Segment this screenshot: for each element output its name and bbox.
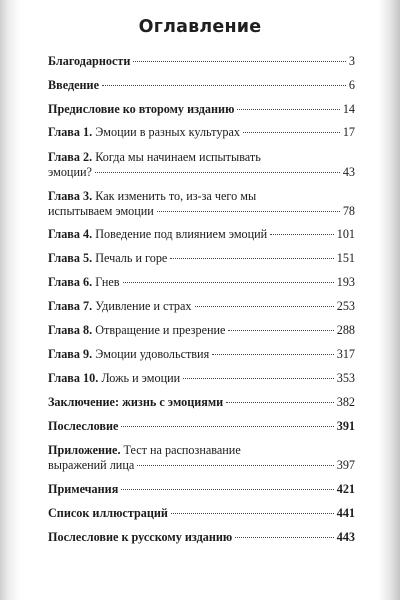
entry-text-continued: выражений лица (48, 458, 135, 472)
page-number: 397 (336, 458, 355, 472)
page-shadow-right (378, 0, 400, 600)
leader-dots (157, 211, 340, 212)
leader-dots (270, 234, 334, 235)
entry-text: Отвращение и презрение (95, 323, 226, 337)
page-number: 78 (342, 204, 355, 218)
entry-text: Эмоции удовольствия (95, 347, 210, 361)
leader-dots (123, 282, 334, 283)
entry-label: Глава 8. (48, 323, 93, 337)
toc-entry-notes (48, 482, 355, 497)
page-shadow-left (0, 0, 20, 600)
toc-entry-chapter-1 (48, 125, 355, 140)
entry-text: Тест на распознавание (123, 443, 241, 457)
leader-dots (121, 489, 333, 490)
leader-dots (183, 378, 334, 379)
entry-label: Введение (48, 78, 99, 92)
page-number: 17 (342, 125, 355, 139)
leader-dots (137, 465, 333, 466)
leader-dots (170, 258, 333, 259)
entry-text: Когда мы начинаем испытывать (95, 150, 261, 164)
leader-dots (102, 85, 346, 86)
page-number: 43 (342, 165, 355, 179)
page-number: 353 (336, 371, 355, 385)
entry-label: Глава 5. (48, 251, 93, 265)
toc-entry-appendix (48, 443, 355, 473)
leader-dots (95, 172, 340, 173)
entry-label: Заключение: жизнь с эмоциями (48, 395, 224, 409)
entry-label: Благодарности (48, 54, 131, 68)
leader-dots (195, 306, 334, 307)
entry-text: Гнев (95, 275, 120, 289)
leader-dots (228, 330, 333, 331)
entry-label: Список иллюстраций (48, 506, 168, 520)
entry-text-continued: эмоции? (48, 165, 92, 179)
page-number: 101 (336, 227, 355, 241)
entry-label: Глава 9. (48, 347, 93, 361)
entry-text: Поведение под влиянием эмоций (95, 227, 268, 241)
leader-dots (235, 537, 334, 538)
page-number: 193 (336, 275, 355, 289)
toc-entry-chapter-10 (48, 371, 355, 386)
toc-entry-acknowledgements (48, 54, 355, 69)
page-number: 6 (348, 78, 355, 92)
page-number: 3 (348, 54, 355, 68)
toc-entry-chapter-2 (48, 150, 355, 180)
page-number: 421 (336, 482, 355, 496)
page-number: 391 (336, 419, 355, 433)
toc-entry-chapter-6 (48, 275, 355, 290)
leader-dots (212, 354, 334, 355)
leader-dots (243, 132, 340, 133)
toc-entry-chapter-8 (48, 323, 355, 338)
page-number: 151 (336, 251, 355, 265)
page-number: 443 (336, 530, 355, 544)
entry-text: Печаль и горе (95, 251, 168, 265)
page-number: 382 (336, 395, 355, 409)
leader-dots (121, 426, 333, 427)
toc-entry-chapter-7 (48, 299, 355, 314)
toc-entry-chapter-5 (48, 251, 355, 266)
entry-text: Ложь и эмоции (101, 371, 181, 385)
page-number: 14 (342, 102, 355, 116)
page-number: 441 (336, 506, 355, 520)
entry-label: Послесловие (48, 419, 119, 433)
entry-label: Глава 4. (48, 227, 93, 241)
leader-dots (133, 61, 346, 62)
toc-entry-conclusion (48, 395, 355, 410)
page-number: 288 (336, 323, 355, 337)
entry-label: Приложение. (48, 443, 121, 457)
toc-entry-chapter-3 (48, 189, 355, 219)
entry-text: Эмоции в разных культурах (95, 125, 241, 139)
entry-label: Послесловие к русскому изданию (48, 530, 233, 544)
toc-entry-preface (48, 102, 355, 117)
toc-entry-afterword (48, 419, 355, 434)
entry-label: Глава 2. (48, 150, 93, 164)
leader-dots (237, 109, 339, 110)
entry-label: Глава 1. (48, 125, 93, 139)
entry-label: Глава 6. (48, 275, 93, 289)
page-number: 317 (336, 347, 355, 361)
toc-entry-chapter-4 (48, 227, 355, 242)
entry-text: Удивление и страх (95, 299, 192, 313)
entry-label: Глава 7. (48, 299, 93, 313)
entry-label: Глава 3. (48, 189, 93, 203)
entry-label: Предисловие ко второму изданию (48, 102, 235, 116)
toc-entry-russian-afterword (48, 530, 355, 545)
entry-text-continued: испытываем эмоции (48, 204, 154, 218)
leader-dots (226, 402, 334, 403)
page-number: 253 (336, 299, 355, 313)
entry-label: Примечания (48, 482, 119, 496)
entry-label: Глава 10. (48, 371, 99, 385)
leader-dots (171, 513, 334, 514)
entry-text: Как изменить то, из-за чего мы (95, 189, 257, 203)
page-title: Оглавление (138, 17, 262, 37)
toc-entry-illustrations (48, 506, 355, 521)
toc-entry-chapter-9 (48, 347, 355, 362)
toc-entry-introduction (48, 78, 355, 93)
